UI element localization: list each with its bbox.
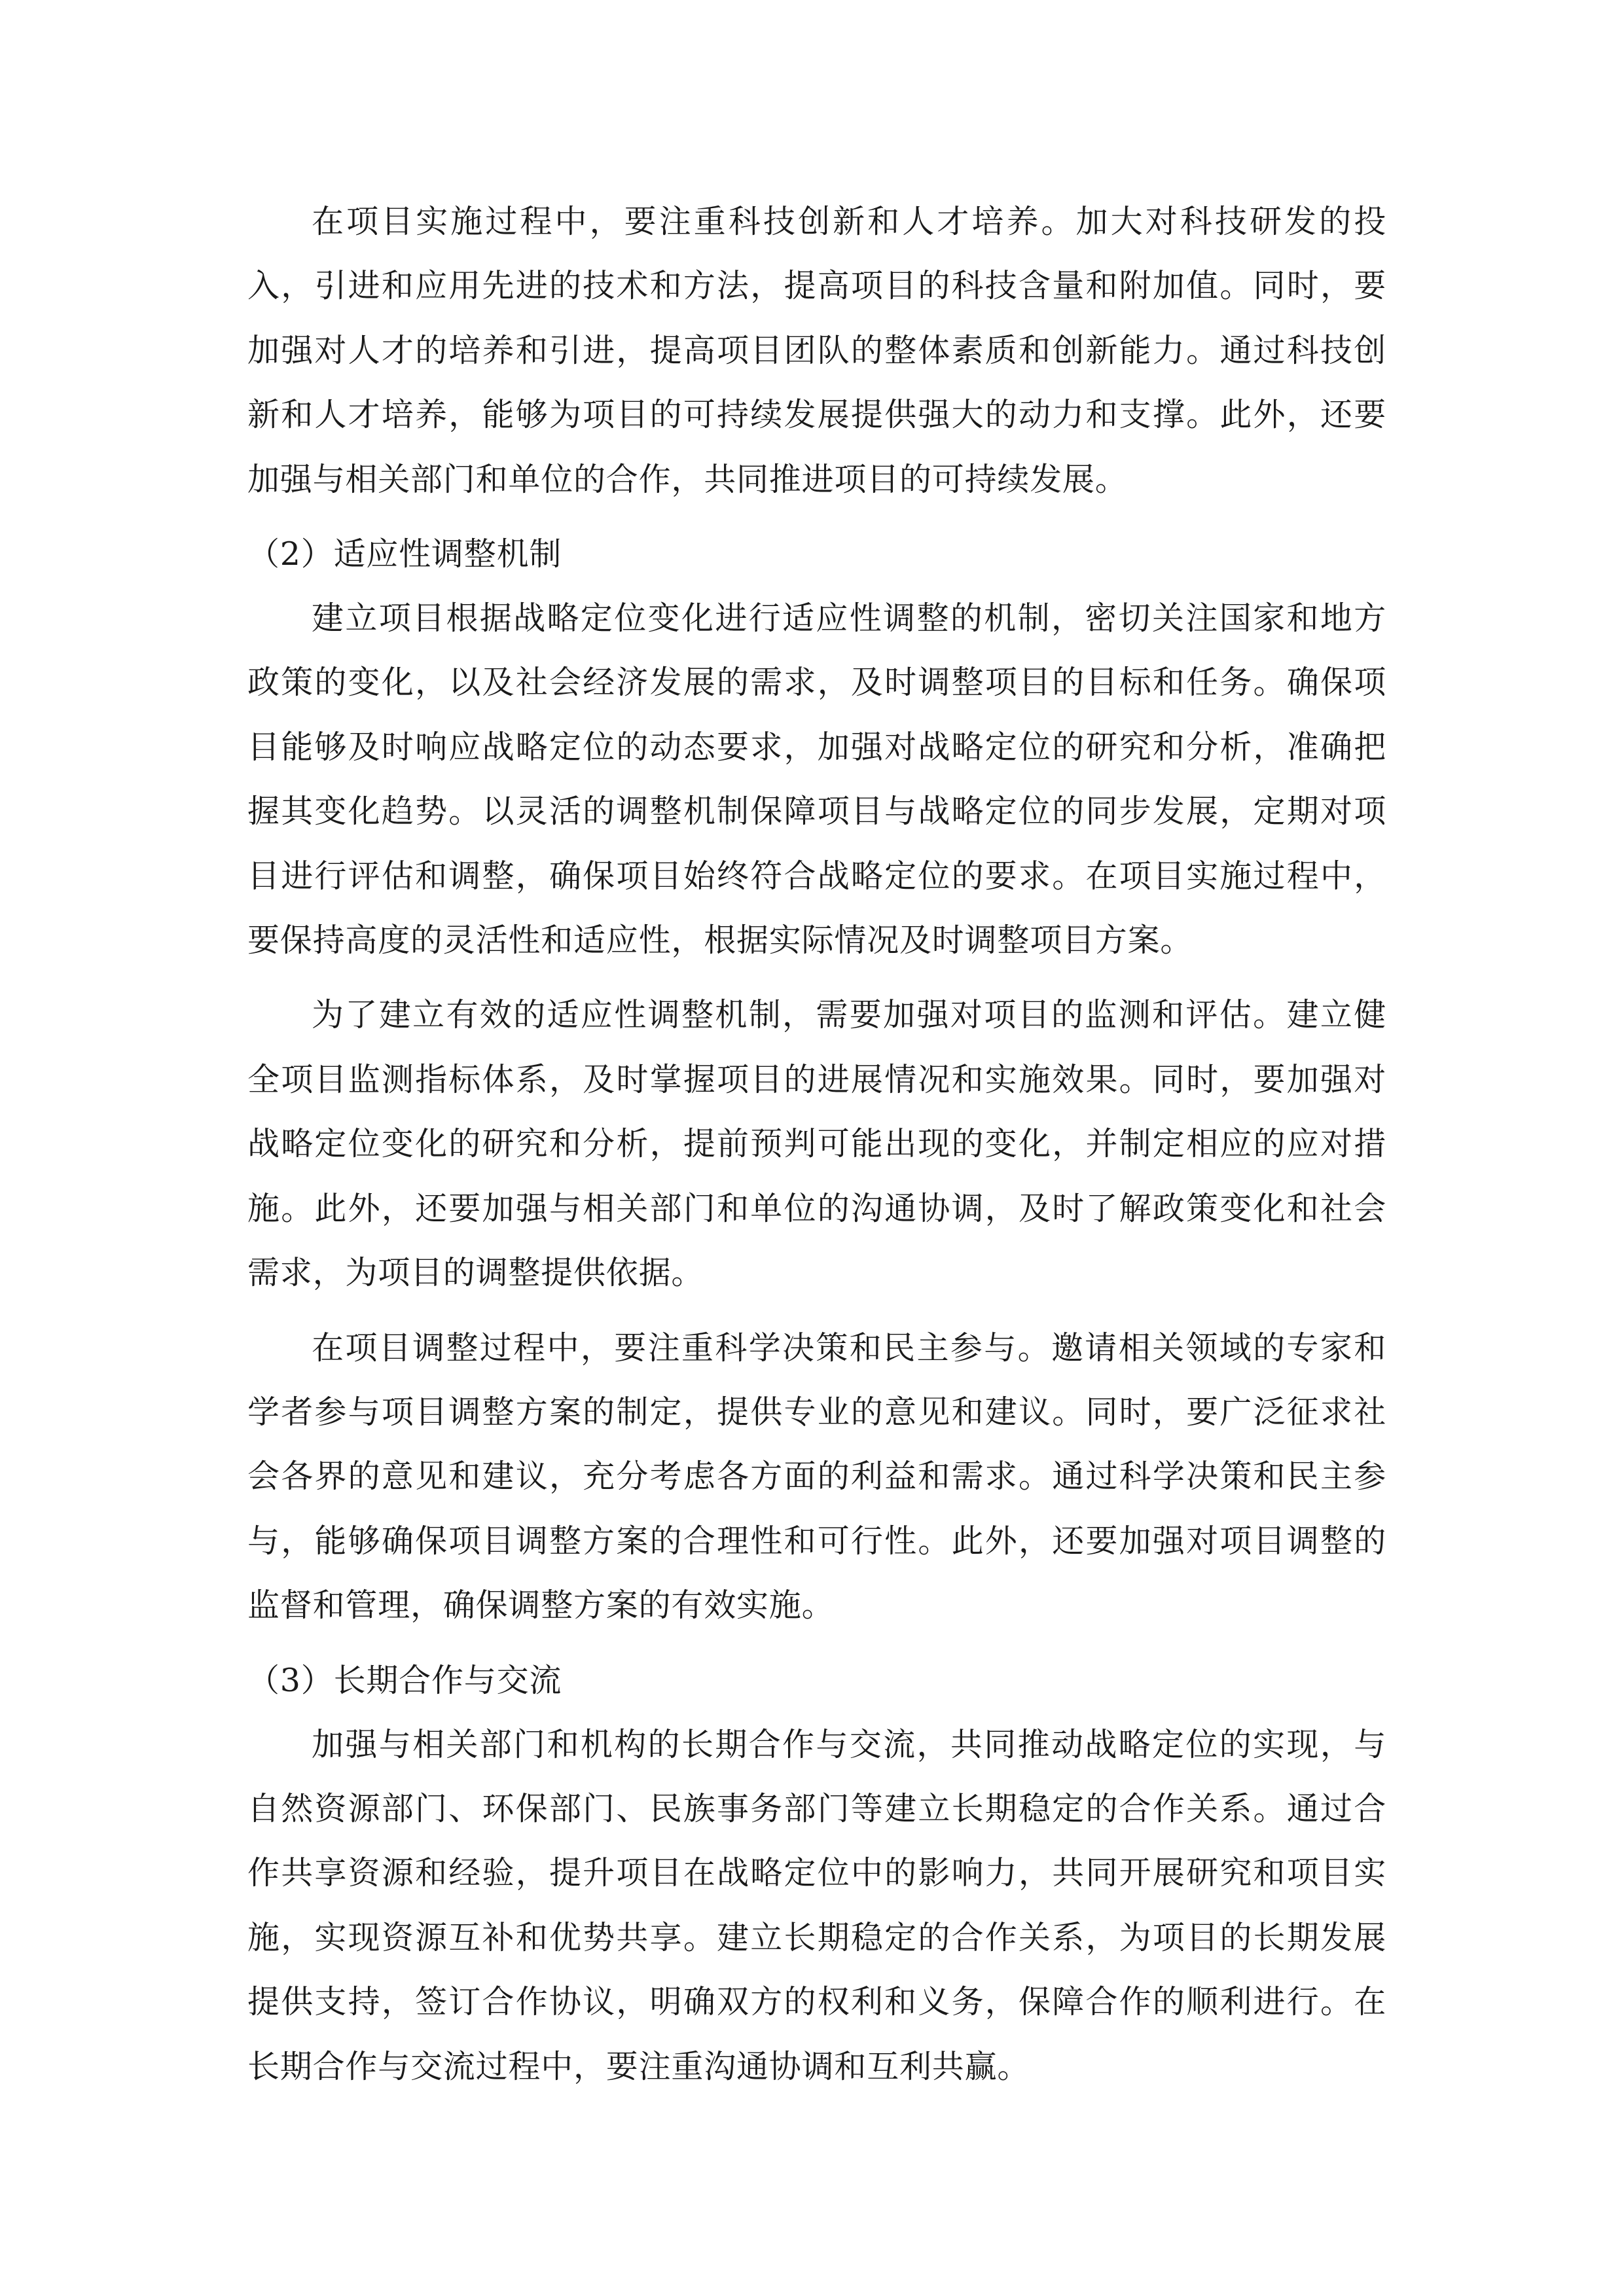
paragraph-adjustment-mechanism: 建立项目根据战略定位变化进行适应性调整的机制，密切关注国家和地方政策的变化，以及社会经济发展的需求，及时调整项目的目标和任务。确保项目能够及时响应战略定位的动态要求，加强对战略定位的研究和分析，准确把握其变化趋势。以灵活的调整机制保障项目与战略定位的同步发展，定期对项目进行评估和调整，确保项目始终符合战略定位的要求。在项目实施过程中，要保持高度的灵活性和适应性，根据实际情况及时调整项目方案。 [247, 600, 1386, 960]
paragraph-scientific-decision: 在项目调整过程中，要注重科学决策和民主参与。邀请相关领域的专家和学者参与项目调整方案的制定，提供专业的意见和建议。同时，要广泛征求社会各界的意见和建议，充分考虑各方面的利益和需求。通过科学决策和民主参与，能够确保项目调整方案的合理性和可行性。此外，还要加强对项目调整的监督和管理，确保调整方案的有效实施。 [247, 1329, 1386, 1624]
paragraph-tech-innovation: 在项目实施过程中，要注重科技创新和人才培养。加大对科技研发的投入，引进和应用先进的技术和方法，提高项目的科技含量和附加值。同时，要加强对人才的培养和引进，提高项目团队的整体素质和创新能力。通过科技创新和人才培养，能够为项目的可持续发展提供强大的动力和支撑。此外，还要加强与相关部门和单位的合作，共同推进项目的可持续发展。 [247, 203, 1386, 498]
section-heading-adaptive-adjustment: （2）适应性调整机制 [247, 535, 562, 573]
paragraph-monitoring-evaluation: 为了建立有效的适应性调整机制，需要加强对项目的监测和评估。建立健全项目监测指标体系，及时掌握项目的进展情况和实施效果。同时，要加强对战略定位变化的研究和分析，提前预判可能出现的变化，并制定相应的应对措施。此外，还要加强与相关部门和单位的沟通协调，及时了解政策变化和社会需求，为项目的调整提供依据。 [247, 996, 1386, 1292]
paragraph-cooperation-exchange: 加强与相关部门和机构的长期合作与交流，共同推动战略定位的实现，与自然资源部门、环保部门、民族事务部门等建立长期稳定的合作关系。通过合作共享资源和经验，提升项目在战略定位中的影响力，共同开展研究和项目实施，实现资源互补和优势共享。建立长期稳定的合作关系，为项目的长期发展提供支持，签订合作协议，明确双方的权利和义务，保障合作的顺利进行。在长期合作与交流过程中，要注重沟通协调和互利共赢。 [247, 1725, 1386, 2085]
document-body [247, 190, 1386, 2109]
section-heading-long-term-cooperation: （3）长期合作与交流 [247, 1661, 562, 1699]
